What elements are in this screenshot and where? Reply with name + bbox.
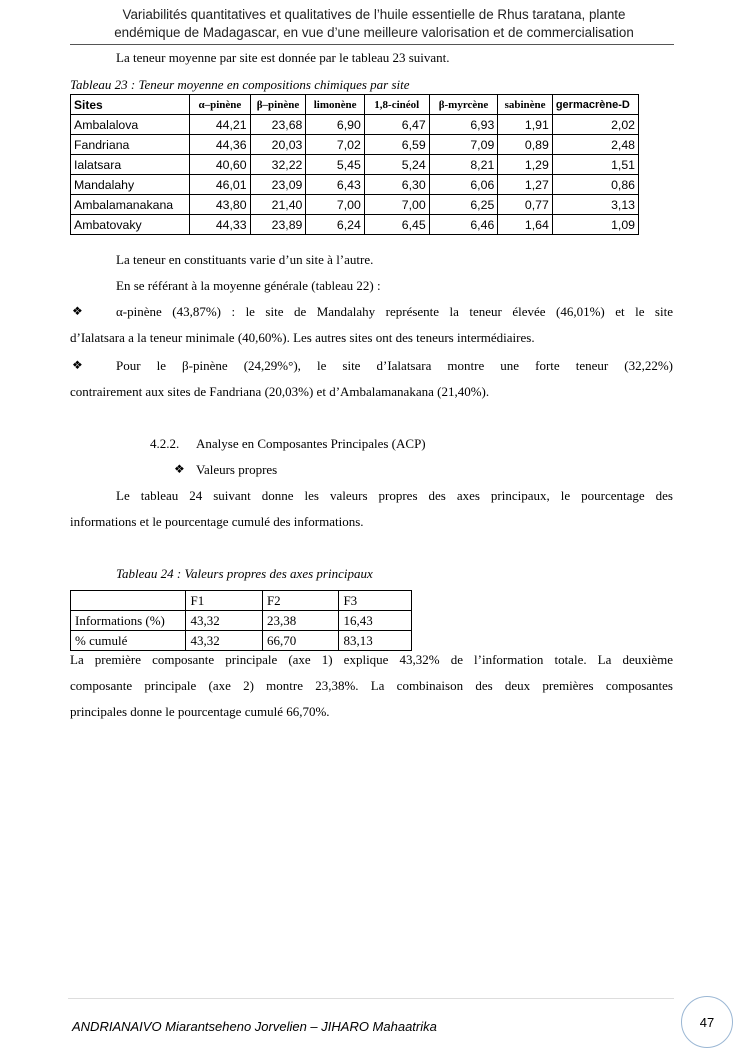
table23-value-cell: 7,00 xyxy=(364,195,429,215)
table24-header-cell: F1 xyxy=(186,591,262,611)
table23-row xyxy=(71,175,639,195)
table24-cell: 43,32 xyxy=(186,611,262,631)
table24-caption: Tableau 24 : Valeurs propres des axes principaux xyxy=(116,566,373,581)
table23-value-cell: 7,00 xyxy=(306,195,364,215)
table23-value-cell: 21,40 xyxy=(250,195,306,215)
table24-header-row xyxy=(71,591,412,611)
table23-header-cell: 1,8-cinéol xyxy=(364,95,429,115)
table23-value-cell: 23,68 xyxy=(250,115,306,135)
table23-value-cell: 40,60 xyxy=(190,155,250,175)
table24-header-cell: F2 xyxy=(262,591,338,611)
table23-value-cell: 1,51 xyxy=(552,155,638,175)
paragraph-variation: La teneur en constituants varie d’un site à l’autre. xyxy=(116,252,374,267)
bullet2-line2: contrairement aux sites de Fandriana (20,03%) et d’Ambalamanakana (21,40%). xyxy=(70,384,490,399)
paragraph-intro-t24-line1: Le tableau 24 suivant donne les valeurs propres des axes principaux, le pourcentage des xyxy=(116,488,673,503)
table24-header-cell xyxy=(71,591,186,611)
bullet-icon: ❖ xyxy=(72,358,83,372)
table24-row xyxy=(71,611,412,631)
table24 xyxy=(70,590,412,651)
table24-cell: 16,43 xyxy=(339,611,412,631)
table23-value-cell: 6,30 xyxy=(364,175,429,195)
table23-value-cell: 6,43 xyxy=(306,175,364,195)
subsection-title: Valeurs propres xyxy=(196,462,278,477)
table23-value-cell: 8,21 xyxy=(429,155,498,175)
table23-value-cell: 1,64 xyxy=(498,215,553,235)
table23-row xyxy=(71,115,639,135)
table23-value-cell: 6,25 xyxy=(429,195,498,215)
bullet-icon: ❖ xyxy=(174,462,185,476)
paragraph-acp-line2: composante principale (axe 2) montre 23,38%. La combinaison des deux premières composantes xyxy=(70,678,673,693)
table23-row xyxy=(71,195,639,215)
bullet1-line1: α-pinène (43,87%) : le site de Mandalahy représente la teneur élevée (46,01%) et le site xyxy=(116,304,673,319)
table23-value-cell: 5,24 xyxy=(364,155,429,175)
table24-cell: Informations (%) xyxy=(71,611,186,631)
table23-header-cell: α–pinène xyxy=(190,95,250,115)
table23-site-cell: Ambatovaky xyxy=(71,215,190,235)
table23-value-cell: 6,24 xyxy=(306,215,364,235)
table23-site-cell: Ambalamanakana xyxy=(71,195,190,215)
table24-cell: 23,38 xyxy=(262,611,338,631)
table23-header-cell: Sites xyxy=(71,95,190,115)
table23-row xyxy=(71,135,639,155)
table23-header-cell: β–pinène xyxy=(250,95,306,115)
table23-value-cell: 44,36 xyxy=(190,135,250,155)
table23-value-cell: 7,09 xyxy=(429,135,498,155)
table24-header-cell: F3 xyxy=(339,591,412,611)
table23-value-cell: 6,06 xyxy=(429,175,498,195)
page-number: 47 xyxy=(681,996,733,1048)
table23-header-cell: limonène xyxy=(306,95,364,115)
footer-authors: ANDRIANAIVO Miarantseheno Jorvelien – JIHARO Mahaatrika xyxy=(72,1019,437,1034)
section-title: Analyse en Composantes Principales (ACP) xyxy=(196,436,426,451)
table23-value-cell: 3,13 xyxy=(552,195,638,215)
header-line-2: endémique de Madagascar, en vue d’une meilleure valorisation et de commercialisation xyxy=(114,25,634,40)
table23-header-cell: sabinène xyxy=(498,95,553,115)
table23-header-cell: germacrène-D xyxy=(552,95,638,115)
table24-cell: 83,13 xyxy=(339,631,412,651)
table23 xyxy=(70,94,639,235)
bullet1-line2: d’Ialatsara a la teneur minimale (40,60%). Les autres sites ont des teneurs intermédiaires. xyxy=(70,330,535,345)
table23-value-cell: 0,86 xyxy=(552,175,638,195)
table23-value-cell: 6,46 xyxy=(429,215,498,235)
table23-row xyxy=(71,215,639,235)
table23-value-cell: 6,90 xyxy=(306,115,364,135)
paragraph-reference: En se référant à la moyenne générale (tableau 22) : xyxy=(116,278,381,293)
table23-value-cell: 2,48 xyxy=(552,135,638,155)
bullet-icon: ❖ xyxy=(72,304,83,318)
paragraph-acp-line1: La première composante principale (axe 1) explique 43,32% de l’information totale. La deuxième xyxy=(70,652,673,667)
table24-cell: 66,70 xyxy=(262,631,338,651)
bullet2-line1: Pour le β-pinène (24,29%°), le site d’Ialatsara montre une forte teneur (32,22%) xyxy=(116,358,673,373)
running-header xyxy=(64,6,684,42)
table23-value-cell: 32,22 xyxy=(250,155,306,175)
table23-value-cell: 1,29 xyxy=(498,155,553,175)
table23-value-cell: 43,80 xyxy=(190,195,250,215)
table24-cell: % cumulé xyxy=(71,631,186,651)
table23-site-cell: Ialatsara xyxy=(71,155,190,175)
table23-value-cell: 1,09 xyxy=(552,215,638,235)
table23-value-cell: 0,89 xyxy=(498,135,553,155)
table23-value-cell: 7,02 xyxy=(306,135,364,155)
table23-value-cell: 20,03 xyxy=(250,135,306,155)
table23-value-cell: 1,27 xyxy=(498,175,553,195)
table23-value-cell: 23,89 xyxy=(250,215,306,235)
table23-value-cell: 0,77 xyxy=(498,195,553,215)
table23-value-cell: 46,01 xyxy=(190,175,250,195)
table23-site-cell: Fandriana xyxy=(71,135,190,155)
paragraph-intro-t24-line2: informations et le pourcentage cumulé des informations. xyxy=(70,514,364,529)
table23-value-cell: 44,33 xyxy=(190,215,250,235)
table23-value-cell: 6,45 xyxy=(364,215,429,235)
table23-header-row xyxy=(71,95,639,115)
header-line-1: Variabilités quantitatives et qualitatives de l’huile essentielle de Rhus taratana, plante xyxy=(122,7,626,22)
table23-site-cell: Mandalahy xyxy=(71,175,190,195)
table24-cell: 43,32 xyxy=(186,631,262,651)
table23-value-cell: 6,47 xyxy=(364,115,429,135)
table23-value-cell: 2,02 xyxy=(552,115,638,135)
intro-text: La teneur moyenne par site est donnée par le tableau 23 suivant. xyxy=(116,50,450,65)
table23-value-cell: 44,21 xyxy=(190,115,250,135)
table23-value-cell: 5,45 xyxy=(306,155,364,175)
table23-caption: Tableau 23 : Teneur moyenne en compositions chimiques par site xyxy=(70,77,410,92)
table23-site-cell: Ambalalova xyxy=(71,115,190,135)
section-number: 4.2.2. xyxy=(150,436,180,451)
footer-divider xyxy=(68,998,674,999)
table23-row xyxy=(71,155,639,175)
header-divider xyxy=(70,44,674,45)
table23-header-cell: β-myrcène xyxy=(429,95,498,115)
table23-value-cell: 1,91 xyxy=(498,115,553,135)
table23-value-cell: 6,59 xyxy=(364,135,429,155)
paragraph-acp-line3: principales donne le pourcentage cumulé 66,70%. xyxy=(70,704,330,719)
table23-value-cell: 6,93 xyxy=(429,115,498,135)
table23-value-cell: 23,09 xyxy=(250,175,306,195)
table24-row xyxy=(71,631,412,651)
